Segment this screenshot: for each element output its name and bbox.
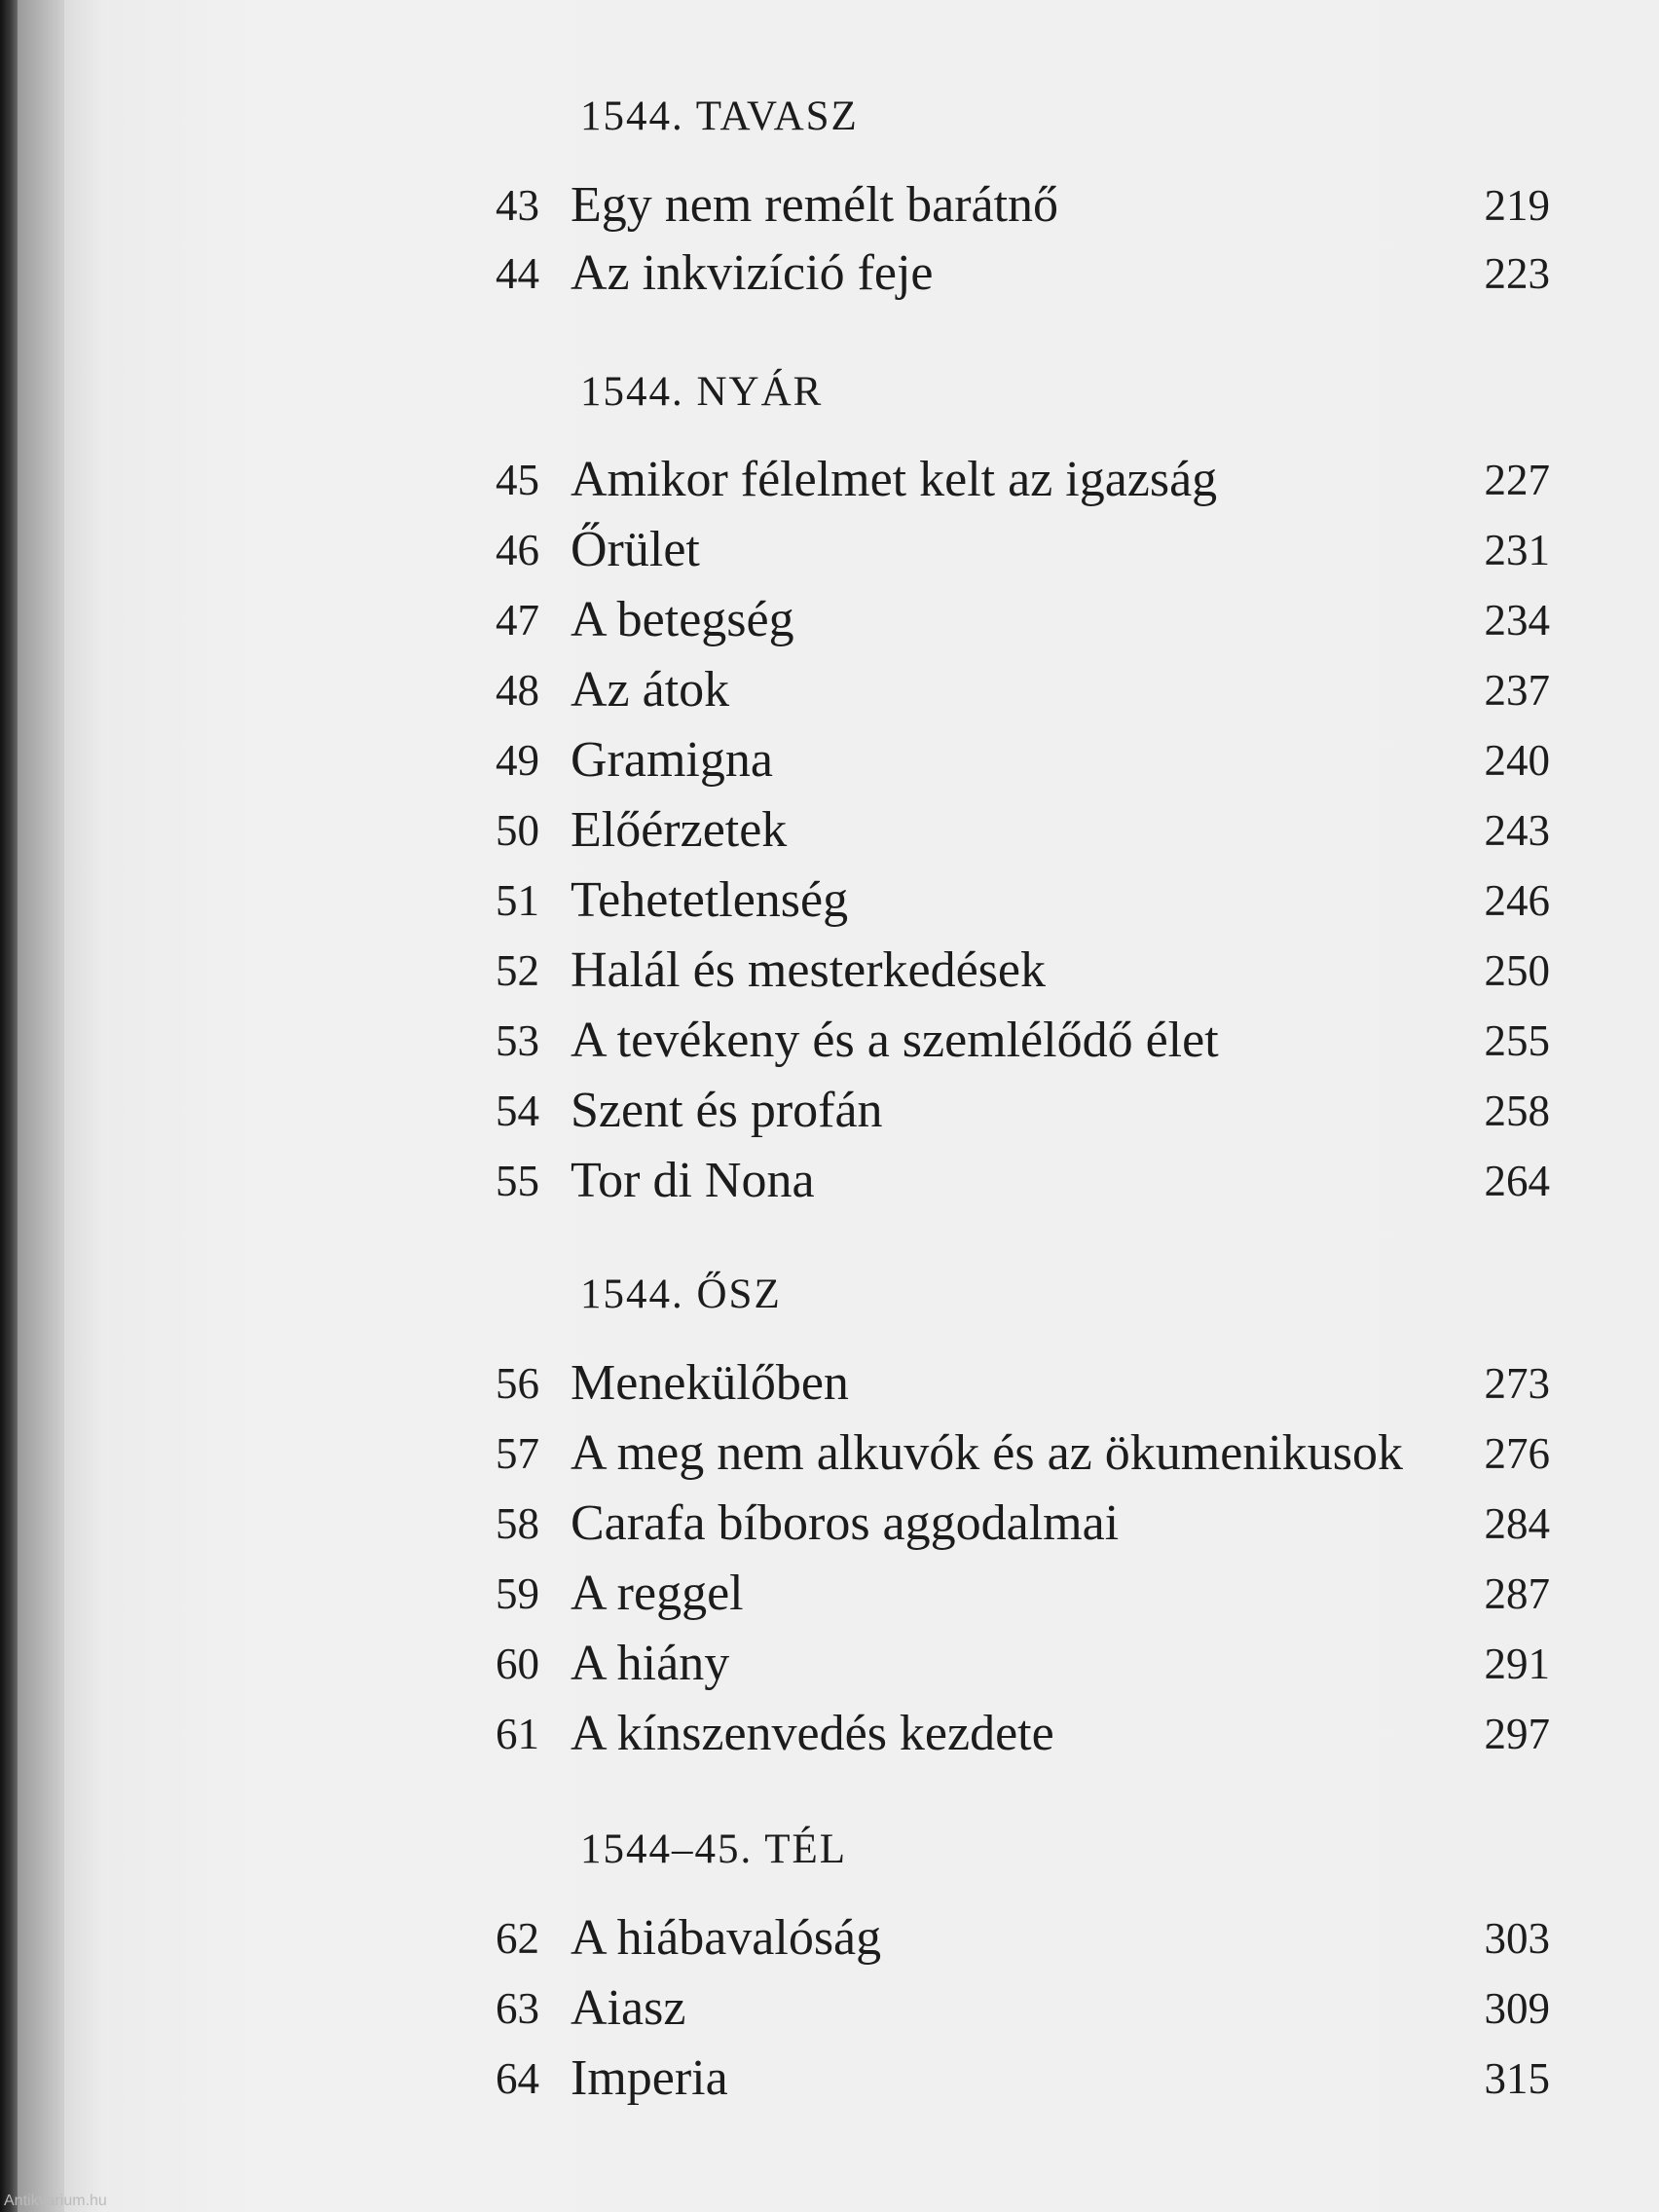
toc-entry xyxy=(463,870,1632,931)
chapter-number: 57 xyxy=(496,1429,539,1478)
page-number: 227 xyxy=(1484,456,1550,504)
chapter-number: 52 xyxy=(496,946,539,995)
chapter-number: 59 xyxy=(496,1569,539,1618)
toc-entry xyxy=(463,175,1632,236)
toc-entry xyxy=(463,520,1632,580)
page-number: 315 xyxy=(1484,2054,1550,2103)
chapter-number: 49 xyxy=(496,736,539,785)
chapter-number: 46 xyxy=(496,526,539,574)
chapter-title: A meg nem alkuvók és az ökumenikusok xyxy=(571,1425,1403,1481)
toc-entry xyxy=(463,1978,1632,2039)
chapter-title: Imperia xyxy=(571,2050,728,2106)
chapter-title: Carafa bíboros aggodalmai xyxy=(571,1495,1120,1551)
toc-entry xyxy=(463,1493,1632,1554)
chapter-title: Aiasz xyxy=(571,1980,686,2036)
chapter-number: 60 xyxy=(496,1640,539,1688)
chapter-number: 61 xyxy=(496,1710,539,1758)
page-number: 284 xyxy=(1484,1499,1550,1548)
chapter-title: Menekülőben xyxy=(571,1355,849,1411)
page-number: 223 xyxy=(1484,249,1550,298)
chapter-number: 63 xyxy=(496,1984,539,2033)
chapter-number: 62 xyxy=(496,1914,539,1963)
page-number: 234 xyxy=(1484,596,1550,645)
page-number: 237 xyxy=(1484,666,1550,715)
toc-entry xyxy=(463,1704,1632,1764)
chapter-title: Egy nem remélt barátnő xyxy=(571,177,1059,233)
chapter-number: 58 xyxy=(496,1499,539,1548)
toc-entry xyxy=(463,590,1632,650)
chapter-title: Előérzetek xyxy=(571,802,788,858)
chapter-title: A betegség xyxy=(571,592,794,647)
chapter-title: Szent és profán xyxy=(571,1083,883,1138)
toc-entry xyxy=(463,450,1632,510)
page-number: 287 xyxy=(1484,1569,1550,1618)
page-number: 291 xyxy=(1484,1640,1550,1688)
page-edge xyxy=(18,0,64,2212)
toc-entry xyxy=(463,940,1632,1001)
toc-entry xyxy=(463,1011,1632,1071)
chapter-number: 55 xyxy=(496,1157,539,1205)
toc-entry xyxy=(463,1908,1632,1969)
toc-entry xyxy=(463,800,1632,861)
toc-entry xyxy=(463,2048,1632,2109)
page-number: 264 xyxy=(1484,1157,1550,1205)
toc-entry xyxy=(463,1634,1632,1694)
section-heading-summer: 1544. NYÁR xyxy=(580,369,824,415)
toc-entry xyxy=(463,660,1632,720)
chapter-title: Őrület xyxy=(571,522,700,577)
book-spine xyxy=(0,0,18,2212)
toc-entry xyxy=(463,730,1632,791)
chapter-number: 53 xyxy=(496,1016,539,1065)
chapter-number: 43 xyxy=(496,181,539,230)
chapter-title: Halál és mesterkedések xyxy=(571,942,1047,998)
page-number: 240 xyxy=(1484,736,1550,785)
chapter-title: Tor di Nona xyxy=(571,1153,815,1208)
page-number: 219 xyxy=(1484,181,1550,230)
chapter-number: 47 xyxy=(496,596,539,645)
toc-entry xyxy=(463,1081,1632,1141)
page-number: 309 xyxy=(1484,1984,1550,2033)
page-number: 246 xyxy=(1484,876,1550,925)
chapter-title: Az átok xyxy=(571,662,730,718)
page-number: 297 xyxy=(1484,1710,1550,1758)
toc-entry xyxy=(463,1151,1632,1211)
watermark: Antikvarium.hu xyxy=(4,2193,107,2209)
page-number: 258 xyxy=(1484,1087,1550,1135)
chapter-title: A tevékeny és a szemlélődő élet xyxy=(571,1013,1219,1068)
table-of-contents-page xyxy=(64,0,1659,2212)
page-number: 276 xyxy=(1484,1429,1550,1478)
page-number: 231 xyxy=(1484,526,1550,574)
chapter-title: A hiány xyxy=(571,1636,730,1691)
section-heading-winter: 1544–45. TÉL xyxy=(580,1826,848,1872)
chapter-number: 51 xyxy=(496,876,539,925)
page-number: 303 xyxy=(1484,1914,1550,1963)
toc-entry xyxy=(463,1353,1632,1414)
chapter-title: A kínszenvedés kezdete xyxy=(571,1706,1054,1761)
chapter-number: 45 xyxy=(496,456,539,504)
chapter-number: 44 xyxy=(496,249,539,298)
chapter-title: A reggel xyxy=(571,1566,744,1621)
section-heading-autumn: 1544. ŐSZ xyxy=(580,1272,782,1317)
chapter-number: 48 xyxy=(496,666,539,715)
page-number: 243 xyxy=(1484,806,1550,855)
section-heading-spring: 1544. TAVASZ xyxy=(580,93,859,139)
chapter-title: A hiábavalóság xyxy=(571,1910,882,1966)
chapter-title: Az inkvizíció feje xyxy=(571,245,934,301)
toc-entry xyxy=(463,1564,1632,1624)
toc-entry xyxy=(463,1423,1632,1484)
page-number: 255 xyxy=(1484,1016,1550,1065)
chapter-title: Tehetetlenség xyxy=(571,872,849,928)
page-number: 273 xyxy=(1484,1359,1550,1408)
toc-entry xyxy=(463,243,1632,304)
chapter-title: Amikor félelmet kelt az igazság xyxy=(571,452,1218,507)
page-number: 250 xyxy=(1484,946,1550,995)
chapter-title: Gramigna xyxy=(571,732,773,788)
chapter-number: 50 xyxy=(496,806,539,855)
chapter-number: 64 xyxy=(496,2054,539,2103)
chapter-number: 56 xyxy=(496,1359,539,1408)
chapter-number: 54 xyxy=(496,1087,539,1135)
